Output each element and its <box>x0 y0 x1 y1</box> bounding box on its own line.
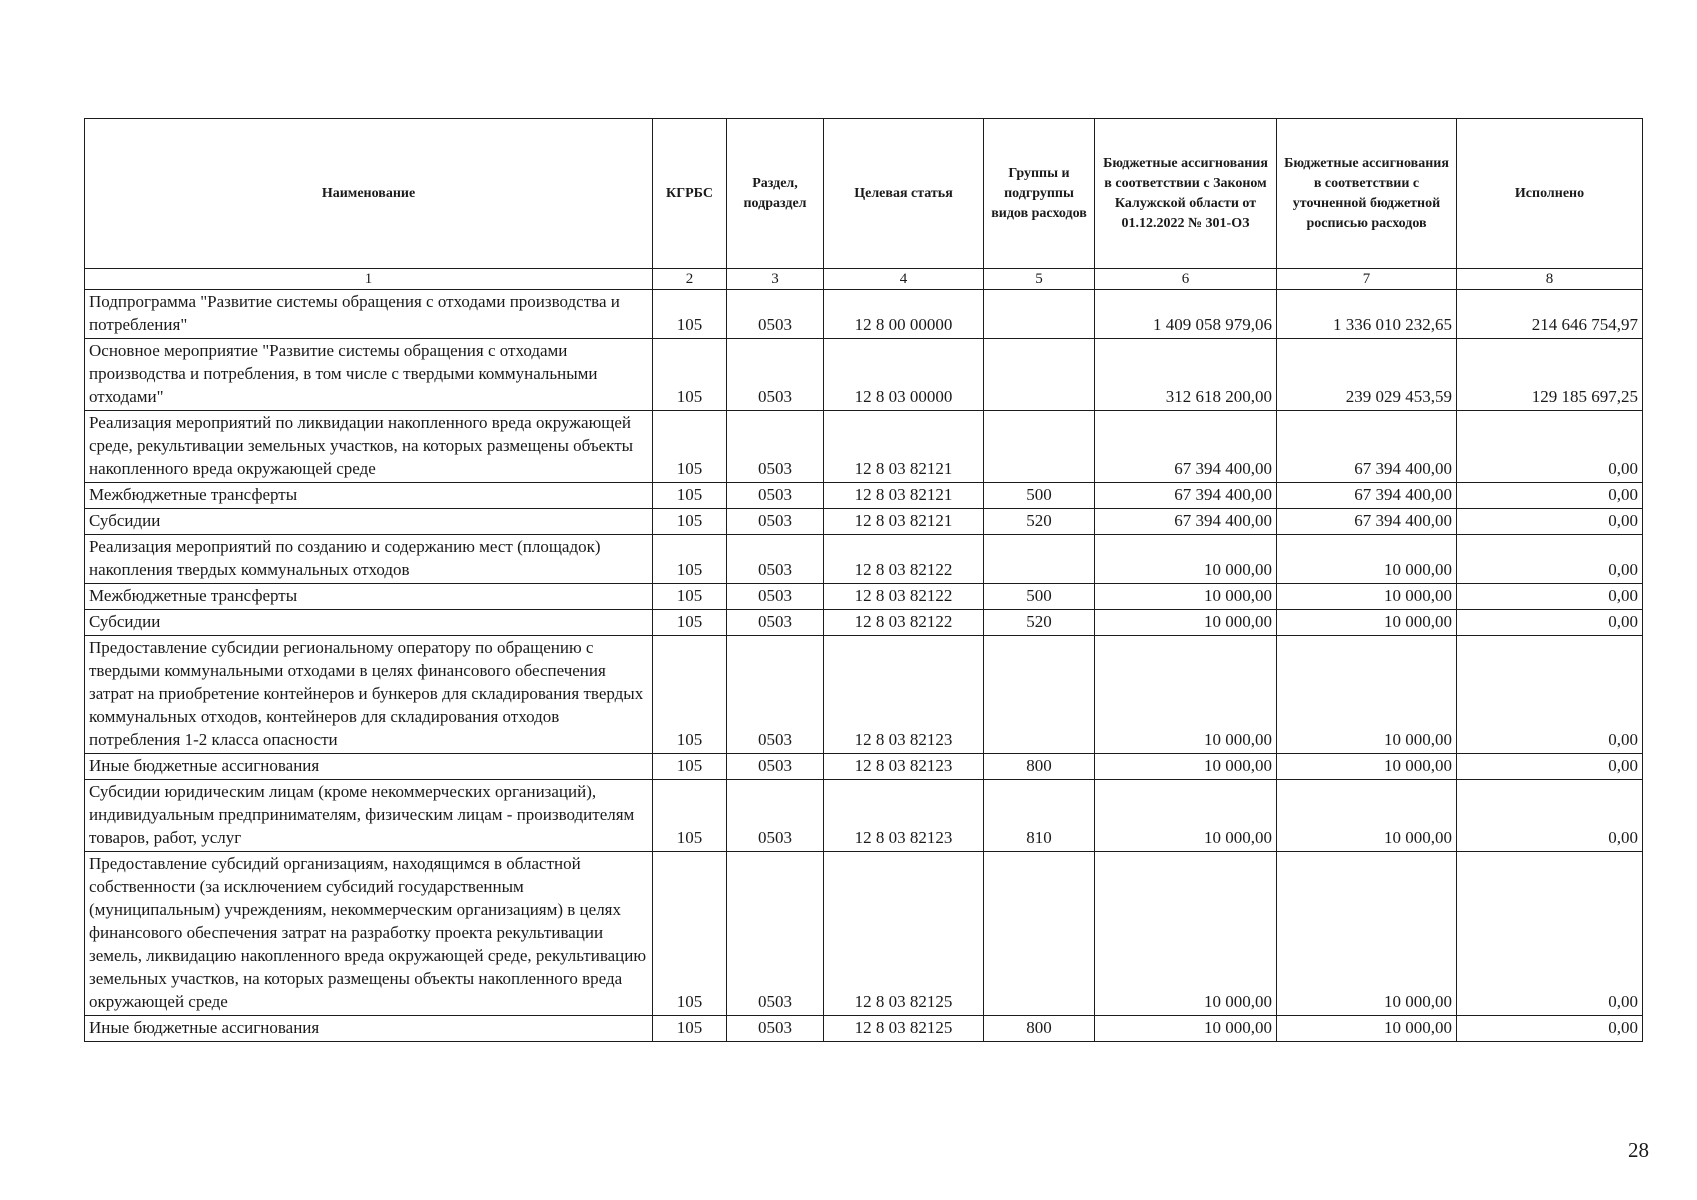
row-section: 0503 <box>727 1016 824 1042</box>
row-name: Субсидии <box>85 610 653 636</box>
header-law: Бюджетные ассигнования в соответствии с Законом Калужской области от 01.12.2022 № 301-ОЗ <box>1095 119 1277 269</box>
row-target: 12 8 03 82123 <box>824 754 984 780</box>
row-target: 12 8 03 00000 <box>824 339 984 411</box>
row-executed-amount: 0,00 <box>1457 610 1643 636</box>
row-law-amount: 10 000,00 <box>1095 1016 1277 1042</box>
row-refined-amount: 10 000,00 <box>1277 610 1457 636</box>
row-executed-amount: 0,00 <box>1457 754 1643 780</box>
row-name: Предоставление субсидий организациям, находящимся в областной собственности (за исключением субсидий государственным (муниципальным) учреждениям, некоммерческим организациям) в целях финансового обеспечения затрат на разработку проекта рекультивации земель, ликвидацию накопленного вреда окружающей среде, рекультивацию земельных участков, на которых размещены объекты накопленного вреда окружающей среде <box>85 852 653 1016</box>
row-refined-amount: 10 000,00 <box>1277 780 1457 852</box>
table-row <box>85 339 1643 411</box>
row-refined-amount: 67 394 400,00 <box>1277 483 1457 509</box>
table-header-row <box>85 119 1643 269</box>
row-section: 0503 <box>727 780 824 852</box>
column-number: 7 <box>1277 269 1457 290</box>
row-target: 12 8 03 82122 <box>824 610 984 636</box>
table-row <box>85 610 1643 636</box>
row-group: 520 <box>984 509 1095 535</box>
row-section: 0503 <box>727 535 824 584</box>
row-executed-amount: 214 646 754,97 <box>1457 290 1643 339</box>
row-executed-amount: 0,00 <box>1457 780 1643 852</box>
row-executed-amount: 0,00 <box>1457 483 1643 509</box>
row-group: 800 <box>984 754 1095 780</box>
row-section: 0503 <box>727 509 824 535</box>
table-row <box>85 852 1643 1016</box>
row-section: 0503 <box>727 636 824 754</box>
row-law-amount: 1 409 058 979,06 <box>1095 290 1277 339</box>
table-row <box>85 780 1643 852</box>
row-target: 12 8 03 82125 <box>824 852 984 1016</box>
row-refined-amount: 67 394 400,00 <box>1277 509 1457 535</box>
page-number: 28 <box>1628 1138 1649 1162</box>
column-number: 4 <box>824 269 984 290</box>
row-target: 12 8 03 82123 <box>824 636 984 754</box>
row-name: Предоставление субсидии региональному оператору по обращению с твердыми коммунальными отходами в целях финансового обеспечения затрат на приобретение контейнеров и бункеров для складирования твердых коммунальных отходов, контейнеров для складирования отходов потребления 1-2 класса опасности <box>85 636 653 754</box>
row-law-amount: 10 000,00 <box>1095 780 1277 852</box>
table-row <box>85 411 1643 483</box>
row-law-amount: 67 394 400,00 <box>1095 483 1277 509</box>
row-name: Иные бюджетные ассигнования <box>85 754 653 780</box>
column-number: 5 <box>984 269 1095 290</box>
header-target: Целевая статья <box>824 119 984 269</box>
table-row <box>85 1016 1643 1042</box>
row-executed-amount: 0,00 <box>1457 1016 1643 1042</box>
row-group <box>984 535 1095 584</box>
row-kgrbs: 105 <box>653 290 727 339</box>
row-group: 500 <box>984 483 1095 509</box>
row-executed-amount: 129 185 697,25 <box>1457 339 1643 411</box>
table-row <box>85 754 1643 780</box>
row-executed-amount: 0,00 <box>1457 852 1643 1016</box>
row-refined-amount: 1 336 010 232,65 <box>1277 290 1457 339</box>
budget-table <box>84 118 1643 1042</box>
row-name: Реализация мероприятий по ликвидации накопленного вреда окружающей среде, рекультивации земельных участков, на которых размещены объекты накопленного вреда окружающей среде <box>85 411 653 483</box>
header-groups: Группы и подгруппы видов расходов <box>984 119 1095 269</box>
row-group: 520 <box>984 610 1095 636</box>
row-section: 0503 <box>727 584 824 610</box>
row-refined-amount: 10 000,00 <box>1277 584 1457 610</box>
row-kgrbs: 105 <box>653 610 727 636</box>
row-executed-amount: 0,00 <box>1457 636 1643 754</box>
column-number-row <box>85 269 1643 290</box>
row-name: Межбюджетные трансферты <box>85 483 653 509</box>
header-kgrbs: КГРБС <box>653 119 727 269</box>
row-refined-amount: 10 000,00 <box>1277 1016 1457 1042</box>
row-group: 800 <box>984 1016 1095 1042</box>
row-refined-amount: 239 029 453,59 <box>1277 339 1457 411</box>
row-target: 12 8 03 82121 <box>824 509 984 535</box>
row-executed-amount: 0,00 <box>1457 411 1643 483</box>
row-kgrbs: 105 <box>653 636 727 754</box>
header-section: Раздел, подраздел <box>727 119 824 269</box>
row-group <box>984 411 1095 483</box>
row-section: 0503 <box>727 339 824 411</box>
row-refined-amount: 10 000,00 <box>1277 636 1457 754</box>
table-row <box>85 483 1643 509</box>
row-law-amount: 10 000,00 <box>1095 636 1277 754</box>
table-row <box>85 535 1643 584</box>
row-kgrbs: 105 <box>653 584 727 610</box>
row-name: Иные бюджетные ассигнования <box>85 1016 653 1042</box>
row-law-amount: 10 000,00 <box>1095 535 1277 584</box>
row-section: 0503 <box>727 483 824 509</box>
row-kgrbs: 105 <box>653 411 727 483</box>
row-group <box>984 339 1095 411</box>
row-kgrbs: 105 <box>653 780 727 852</box>
row-refined-amount: 10 000,00 <box>1277 535 1457 584</box>
row-refined-amount: 67 394 400,00 <box>1277 411 1457 483</box>
row-name: Основное мероприятие "Развитие системы обращения с отходами производства и потребления, в том числе с твердыми коммунальными отходами" <box>85 339 653 411</box>
row-target: 12 8 03 82125 <box>824 1016 984 1042</box>
header-name: Наименование <box>85 119 653 269</box>
row-target: 12 8 00 00000 <box>824 290 984 339</box>
row-target: 12 8 03 82122 <box>824 584 984 610</box>
row-name: Межбюджетные трансферты <box>85 584 653 610</box>
table-row <box>85 636 1643 754</box>
column-number: 8 <box>1457 269 1643 290</box>
column-number: 3 <box>727 269 824 290</box>
row-section: 0503 <box>727 852 824 1016</box>
row-executed-amount: 0,00 <box>1457 584 1643 610</box>
row-kgrbs: 105 <box>653 852 727 1016</box>
row-kgrbs: 105 <box>653 509 727 535</box>
row-target: 12 8 03 82123 <box>824 780 984 852</box>
row-kgrbs: 105 <box>653 1016 727 1042</box>
row-law-amount: 312 618 200,00 <box>1095 339 1277 411</box>
row-kgrbs: 105 <box>653 483 727 509</box>
row-kgrbs: 105 <box>653 754 727 780</box>
row-group <box>984 636 1095 754</box>
row-law-amount: 10 000,00 <box>1095 610 1277 636</box>
row-group <box>984 852 1095 1016</box>
row-executed-amount: 0,00 <box>1457 509 1643 535</box>
row-name: Реализация мероприятий по созданию и содержанию мест (площадок) накопления твердых коммунальных отходов <box>85 535 653 584</box>
row-target: 12 8 03 82121 <box>824 411 984 483</box>
row-section: 0503 <box>727 610 824 636</box>
row-target: 12 8 03 82121 <box>824 483 984 509</box>
row-section: 0503 <box>727 290 824 339</box>
row-name: Субсидии юридическим лицам (кроме некоммерческих организаций), индивидуальным предпринимателям, физическим лицам - производителям товаров, работ, услуг <box>85 780 653 852</box>
table-row <box>85 509 1643 535</box>
row-group <box>984 290 1095 339</box>
header-executed: Исполнено <box>1457 119 1643 269</box>
row-group: 810 <box>984 780 1095 852</box>
row-name: Субсидии <box>85 509 653 535</box>
header-refined: Бюджетные ассигнования в соответствии с уточненной бюджетной росписью расходов <box>1277 119 1457 269</box>
row-target: 12 8 03 82122 <box>824 535 984 584</box>
row-law-amount: 10 000,00 <box>1095 584 1277 610</box>
row-section: 0503 <box>727 411 824 483</box>
row-group: 500 <box>984 584 1095 610</box>
table-row <box>85 584 1643 610</box>
row-name: Подпрограмма "Развитие системы обращения с отходами производства и потребления" <box>85 290 653 339</box>
row-section: 0503 <box>727 754 824 780</box>
row-law-amount: 10 000,00 <box>1095 852 1277 1016</box>
column-number: 2 <box>653 269 727 290</box>
row-refined-amount: 10 000,00 <box>1277 754 1457 780</box>
row-law-amount: 67 394 400,00 <box>1095 509 1277 535</box>
row-executed-amount: 0,00 <box>1457 535 1643 584</box>
column-number: 1 <box>85 269 653 290</box>
budget-document <box>84 118 1642 1042</box>
row-law-amount: 10 000,00 <box>1095 754 1277 780</box>
table-row <box>85 290 1643 339</box>
row-refined-amount: 10 000,00 <box>1277 852 1457 1016</box>
row-law-amount: 67 394 400,00 <box>1095 411 1277 483</box>
row-kgrbs: 105 <box>653 339 727 411</box>
column-number: 6 <box>1095 269 1277 290</box>
row-kgrbs: 105 <box>653 535 727 584</box>
